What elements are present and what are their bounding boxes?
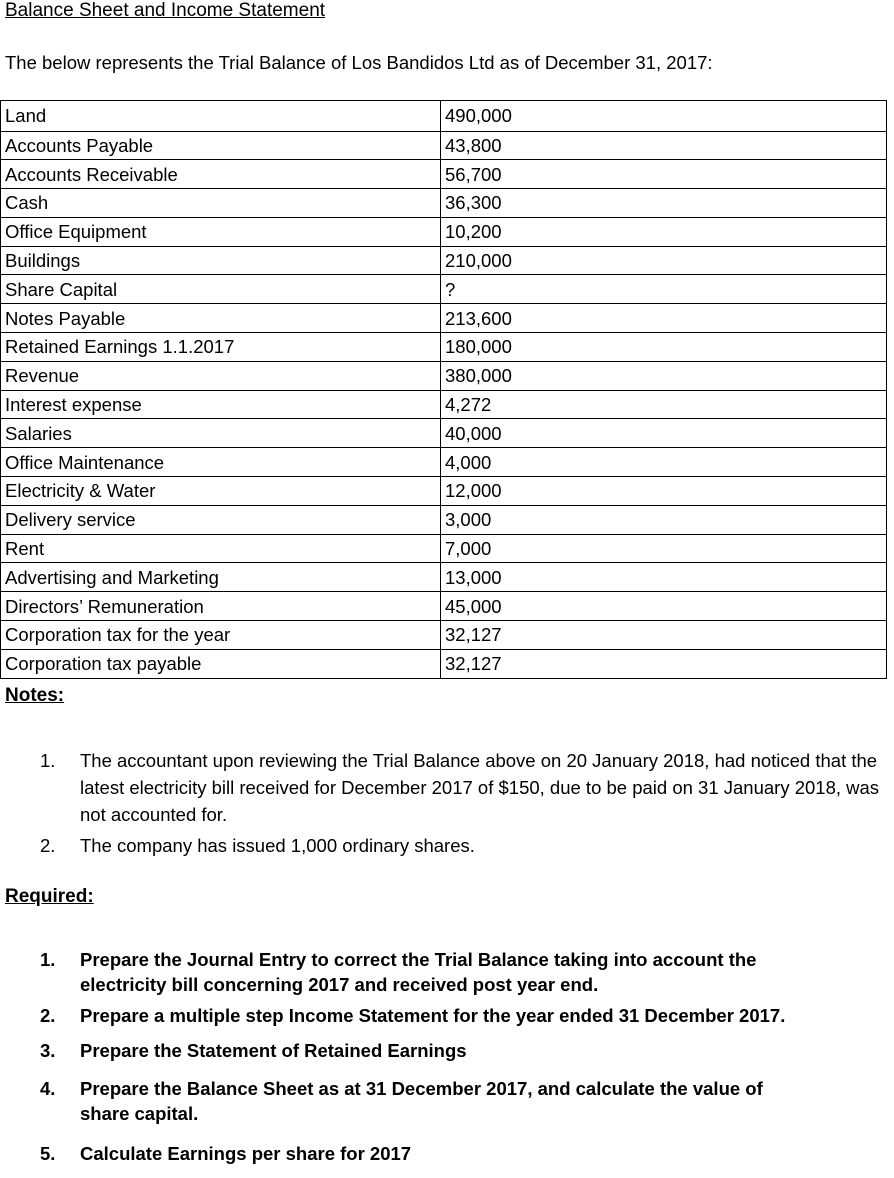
trial-balance-row <box>1 333 887 362</box>
required-list <box>40 947 880 1166</box>
note-item <box>40 747 880 828</box>
required-number: 1. <box>40 949 56 970</box>
required-item <box>40 1003 880 1028</box>
account-name: Buildings <box>1 246 441 275</box>
account-amount: 45,000 <box>441 592 887 621</box>
account-name: Retained Earnings 1.1.2017 <box>1 333 441 362</box>
required-number: 4. <box>40 1078 56 1099</box>
account-amount: 490,000 <box>441 101 887 132</box>
account-name: Interest expense <box>1 390 441 419</box>
trial-balance-row <box>1 621 887 650</box>
account-amount: 3,000 <box>441 505 887 534</box>
account-amount: 213,600 <box>441 304 887 333</box>
account-amount: 43,800 <box>441 131 887 160</box>
account-amount: 4,272 <box>441 390 887 419</box>
trial-balance-row <box>1 361 887 390</box>
trial-balance-table <box>0 100 887 679</box>
required-text: Prepare a multiple step Income Statement for the year ended 31 December 2017. <box>80 1005 786 1026</box>
required-text: Prepare the Statement of Retained Earnings <box>80 1040 467 1061</box>
account-amount: 36,300 <box>441 189 887 218</box>
required-item <box>40 1141 880 1166</box>
account-amount: 32,127 <box>441 649 887 678</box>
account-amount: 56,700 <box>441 160 887 189</box>
account-amount: 4,000 <box>441 448 887 477</box>
account-name: Corporation tax for the year <box>1 621 441 650</box>
note-text: The accountant upon reviewing the Trial Balance above on 20 January 2018, had noticed that the latest electricity bill received for December 2017 of $150, due to be paid on 31 January 2018, was not accounted for. <box>80 750 880 825</box>
required-text: Prepare the Balance Sheet as at 31 December 2017, and calculate the value of share capital. <box>80 1078 763 1124</box>
note-text: The company has issued 1,000 ordinary shares. <box>80 835 475 856</box>
note-number: 1. <box>40 750 56 771</box>
account-name: Salaries <box>1 419 441 448</box>
account-amount: 380,000 <box>441 361 887 390</box>
account-name: Land <box>1 101 441 132</box>
account-amount: 12,000 <box>441 477 887 506</box>
account-amount: ? <box>441 275 887 304</box>
required-item <box>40 1076 800 1126</box>
account-amount: 13,000 <box>441 563 887 592</box>
account-name: Accounts Payable <box>1 131 441 160</box>
trial-balance-row <box>1 592 887 621</box>
trial-balance-row <box>1 189 887 218</box>
account-name: Share Capital <box>1 275 441 304</box>
trial-balance-row <box>1 477 887 506</box>
trial-balance-row <box>1 275 887 304</box>
account-name: Corporation tax payable <box>1 649 441 678</box>
trial-balance-row <box>1 419 887 448</box>
trial-balance-row <box>1 563 887 592</box>
required-number: 2. <box>40 1005 56 1026</box>
account-name: Accounts Receivable <box>1 160 441 189</box>
trial-balance-row <box>1 101 887 132</box>
account-amount: 10,200 <box>441 217 887 246</box>
required-item <box>40 1038 880 1063</box>
account-name: Office Equipment <box>1 217 441 246</box>
account-name: Delivery service <box>1 505 441 534</box>
account-amount: 210,000 <box>441 246 887 275</box>
required-number: 5. <box>40 1143 56 1164</box>
trial-balance-row <box>1 448 887 477</box>
trial-balance-row <box>1 217 887 246</box>
account-name: Revenue <box>1 361 441 390</box>
trial-balance-row <box>1 131 887 160</box>
trial-balance-row <box>1 304 887 333</box>
required-heading: Required: <box>5 886 94 907</box>
required-item <box>40 947 780 997</box>
account-amount: 40,000 <box>441 419 887 448</box>
trial-balance-row <box>1 246 887 275</box>
account-amount: 7,000 <box>441 534 887 563</box>
notes-list <box>40 747 880 863</box>
required-number: 3. <box>40 1040 56 1061</box>
account-amount: 180,000 <box>441 333 887 362</box>
trial-balance-row <box>1 505 887 534</box>
required-text: Prepare the Journal Entry to correct the Trial Balance taking into account the electricity bill concerning 2017 and received post year end. <box>80 949 757 995</box>
trial-balance-row <box>1 649 887 678</box>
intro-text: The below represents the Trial Balance of Los Bandidos Ltd as of December 31, 2017: <box>5 52 713 73</box>
notes-heading: Notes: <box>5 685 65 706</box>
note-number: 2. <box>40 835 56 856</box>
trial-balance-row <box>1 390 887 419</box>
account-name: Directors’ Remuneration <box>1 592 441 621</box>
account-name: Office Maintenance <box>1 448 441 477</box>
account-name: Electricity & Water <box>1 477 441 506</box>
account-name: Rent <box>1 534 441 563</box>
account-name: Advertising and Marketing <box>1 563 441 592</box>
document-title: Balance Sheet and Income Statement <box>5 0 326 21</box>
note-item <box>40 832 880 859</box>
trial-balance-row <box>1 534 887 563</box>
required-text: Calculate Earnings per share for 2017 <box>80 1143 412 1164</box>
account-amount: 32,127 <box>441 621 887 650</box>
trial-balance-row <box>1 160 887 189</box>
account-name: Notes Payable <box>1 304 441 333</box>
account-name: Cash <box>1 189 441 218</box>
